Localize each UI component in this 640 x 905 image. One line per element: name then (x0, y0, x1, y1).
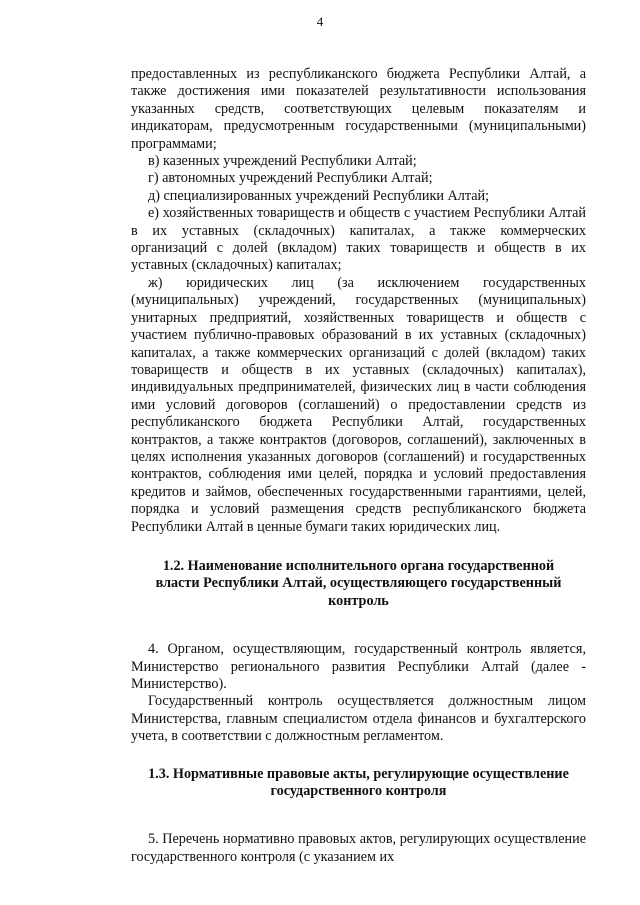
list-item-zh: ж) юридических лиц (за исключением государственных (муниципальных) учреждений, государственных (муниципальных) унитарных предприятий, хозяйственных товариществ и обществ с участием публично-правовых образований в их уставных (складочных) капиталах, а также коммерческих организаций с долей (вкладом) таких товариществ и обществ в их уставных (складочных) капиталах), индивидуальных предпринимателей, физических лиц в части соблюдения ими условий договоров (соглашений) о предоставлении средств из республиканского бюджета Республики Алтай, государственных контрактов, а также контрактов (договоров, соглашений), заключенных в целях исполнения указанных договоров (соглашений) и государственных контрактов, соблюдения ими целей, порядка и условий предоставления кредитов и займов, обеспеченных государственными гарантиями, целей, порядка и условий размещения средств республиканского бюджета Республики Алтай в ценные бумаги таких юридических лиц. (131, 274, 586, 535)
page-number: 4 (316, 14, 324, 29)
paragraph-intro: предоставленных из республиканского бюджета Республики Алтай, а также достижения ими показателей результативности использования указанных средств, соответствующих целевым показателям и индикаторам, предусмотренным государственными (муниципальными) программами; (131, 66, 586, 152)
paragraph-4b: Государственный контроль осуществляется должностным лицом Министерства, главным специалистом отдела финансов и бухгалтерского учета, в соответствии с должностным регламентом. (131, 693, 586, 745)
section-1-3-title-line2: государственного контроля (270, 783, 447, 800)
list-item-v: в) казенных учреждений Республики Алтай; (148, 153, 417, 170)
section-1-2-title-line3: контроль (328, 592, 389, 609)
page-content (131, 66, 586, 866)
list-item-g: г) автономных учреждений Республики Алтай; (148, 170, 433, 187)
paragraph-4: 4. Органом, осуществляющим, государственный контроль является, Министерство регионального развития Республики Алтай (далее - Министерство). (131, 641, 586, 692)
section-1-2-title-line2: власти Республики Алтай, осуществляющего государственный (155, 575, 562, 592)
paragraph-5: 5. Перечень нормативно правовых актов, регулирующих осуществление государственного контроля (с указанием их (131, 831, 586, 865)
section-1-2-heading (131, 558, 586, 610)
section-1-3-title-line1: 1.3. Нормативные правовые акты, регулирующие осуществление (148, 765, 569, 782)
section-1-2-title-line1: 1.2. Наименование исполнительного органа государственной (162, 557, 555, 574)
section-1-3-heading (131, 766, 586, 801)
list-item-e: е) хозяйственных товариществ и обществ с участием Республики Алтай в их уставных (складочных) капиталах, а также коммерческих организаций с долей (вкладом) таких товариществ и обществ в их уставных (складочных) капиталах; (131, 205, 586, 274)
list-item-d: д) специализированных учреждений Республики Алтай; (148, 187, 490, 204)
